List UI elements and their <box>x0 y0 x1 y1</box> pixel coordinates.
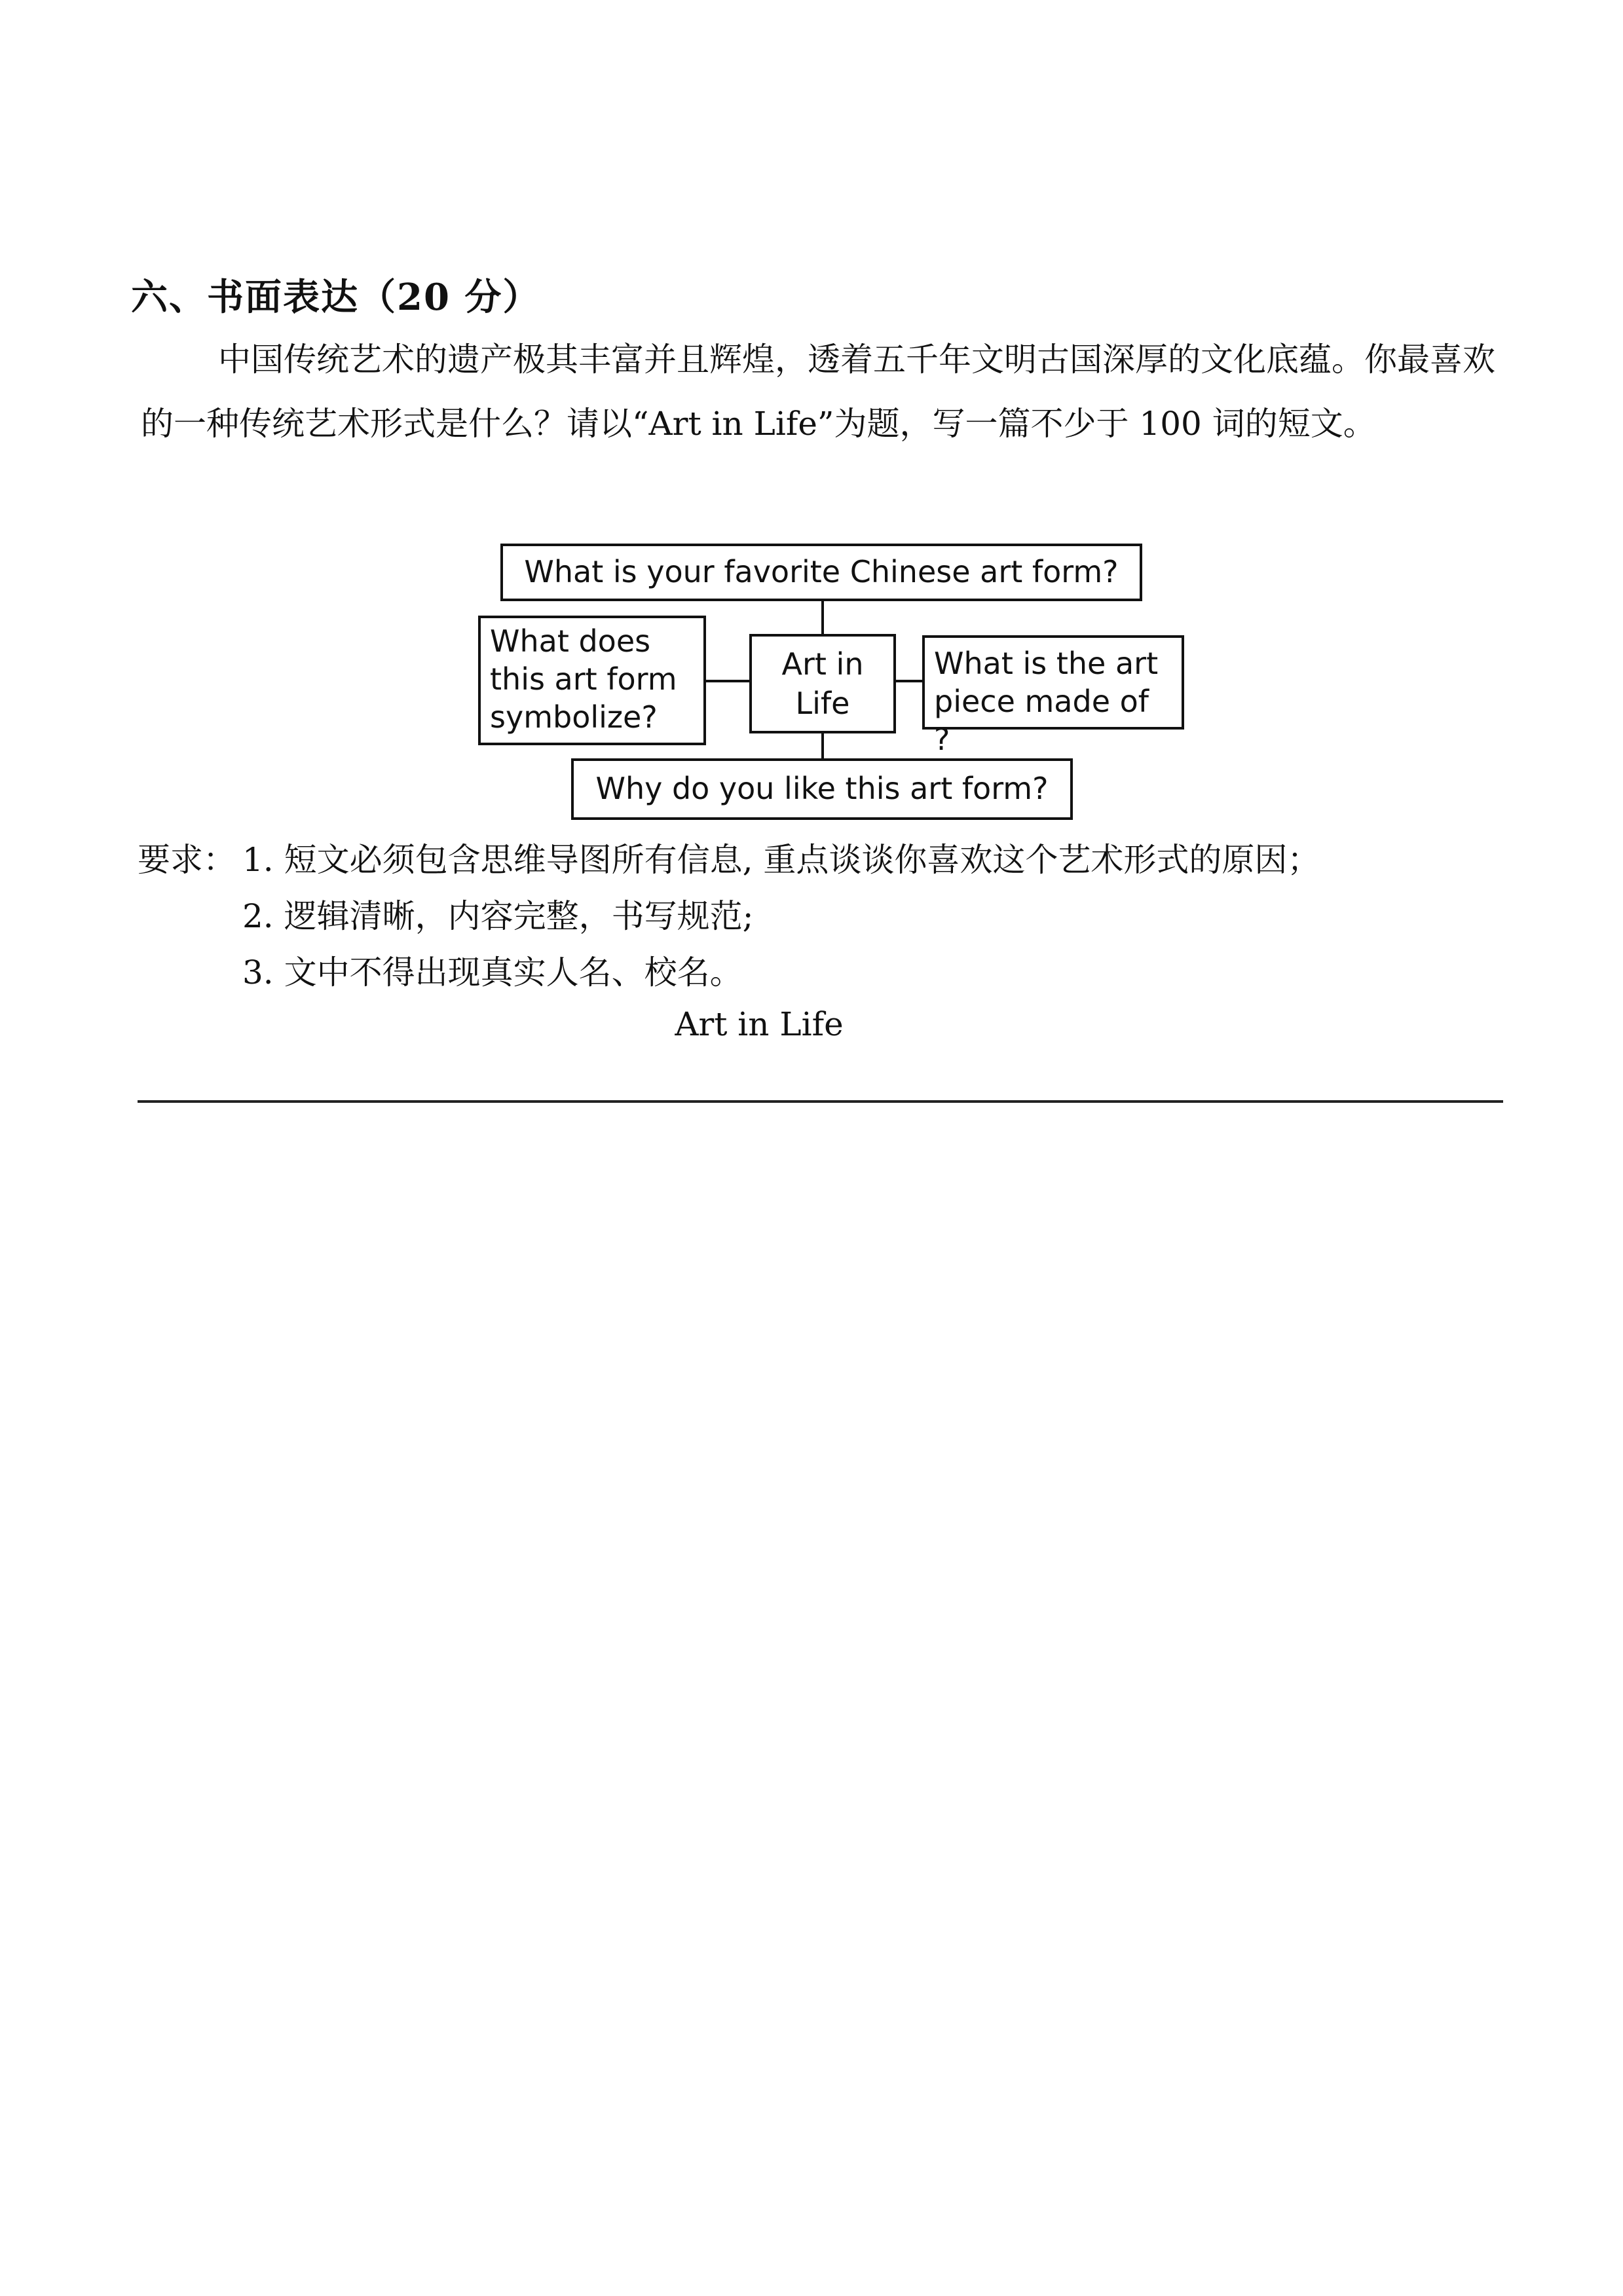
requirements-lead: 要求： <box>138 841 236 879</box>
mind-map <box>472 537 1192 825</box>
requirement-item: 3. 文中不得出现真实人名、校名。 <box>242 954 743 991</box>
mindmap-top-text: What is your favorite Chinese art form? <box>524 554 1119 589</box>
connector-bottom <box>821 731 824 760</box>
mindmap-center-box <box>749 634 896 733</box>
section-title: 六、书面表达（20 分） <box>131 276 541 319</box>
mindmap-left-box <box>478 616 706 745</box>
mindmap-bottom-text: Why do you like this art form? <box>595 771 1049 806</box>
intro-paragraph: 中国传统艺术的遗产极其丰富并且辉煌，透着五千年文明古国深厚的文化底蕴。你最喜欢的一种传统艺术形式是什么？请以“Art in Life”为题，写一篇不少于 100 词的短文。 <box>141 341 1495 443</box>
mindmap-bottom-box <box>571 758 1073 820</box>
mindmap-center-text: Art in Life <box>781 646 864 721</box>
essay-title: Art in Life <box>675 1005 844 1043</box>
requirements <box>138 832 1320 1001</box>
connector-left <box>703 680 751 682</box>
writing-line[interactable] <box>138 1100 1503 1103</box>
mindmap-right-text: What is the art piece made of ? <box>934 646 1159 757</box>
mindmap-top-box <box>500 544 1142 601</box>
connector-top <box>821 600 824 635</box>
essay-title-row <box>0 1005 1623 1043</box>
connector-right <box>893 680 923 682</box>
mindmap-left-text: What does this art form symbolize? <box>490 623 677 735</box>
requirement-item: 1. 短文必须包含思维导图所有信息, 重点谈谈你喜欢这个艺术形式的原因； <box>242 841 1320 879</box>
requirement-item: 2. 逻辑清晰，内容完整，书写规范; <box>242 897 754 935</box>
mindmap-right-box <box>922 635 1184 757</box>
requirement-row <box>138 832 1320 888</box>
